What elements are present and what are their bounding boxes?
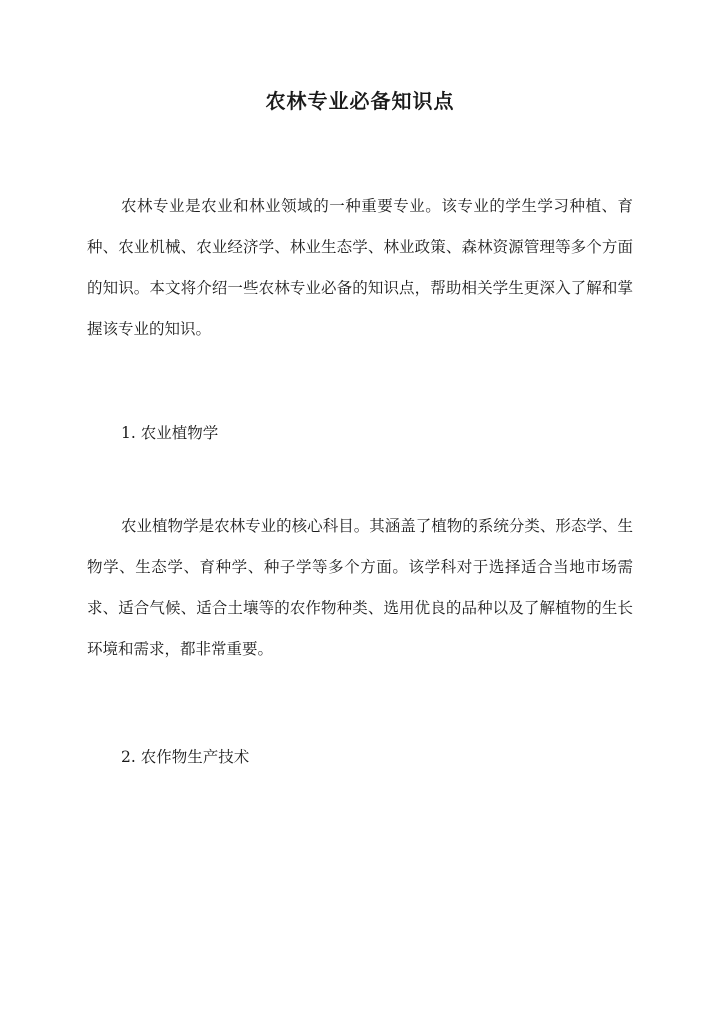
section-paragraph: 农业植物学是农林专业的核心科目。其涵盖了植物的系统分类、形态学、生物学、生态学、育种学、种子学等多个方面。该学科对于选择适合当地市场需求、适合气候、适合土壤等的农作物种类、选用优良的品种以及了解植物的生长环境和需求，都非常重要。 [87, 517, 633, 658]
intro-paragraph: 农林专业是农业和林业领域的一种重要专业。该专业的学生学习种植、育种、农业机械、农业经济学、林业生态学、林业政策、森林资源管理等多个方面的知识。本文将介绍一些农林专业必备的知识点，帮助相关学生更深入了解和掌握该专业的知识。 [87, 197, 633, 338]
document-title: 农林专业必备知识点 [265, 89, 455, 113]
section-heading: 2. 农作物生产技术 [121, 748, 250, 766]
section-heading: 1. 农业植物学 [121, 424, 219, 442]
